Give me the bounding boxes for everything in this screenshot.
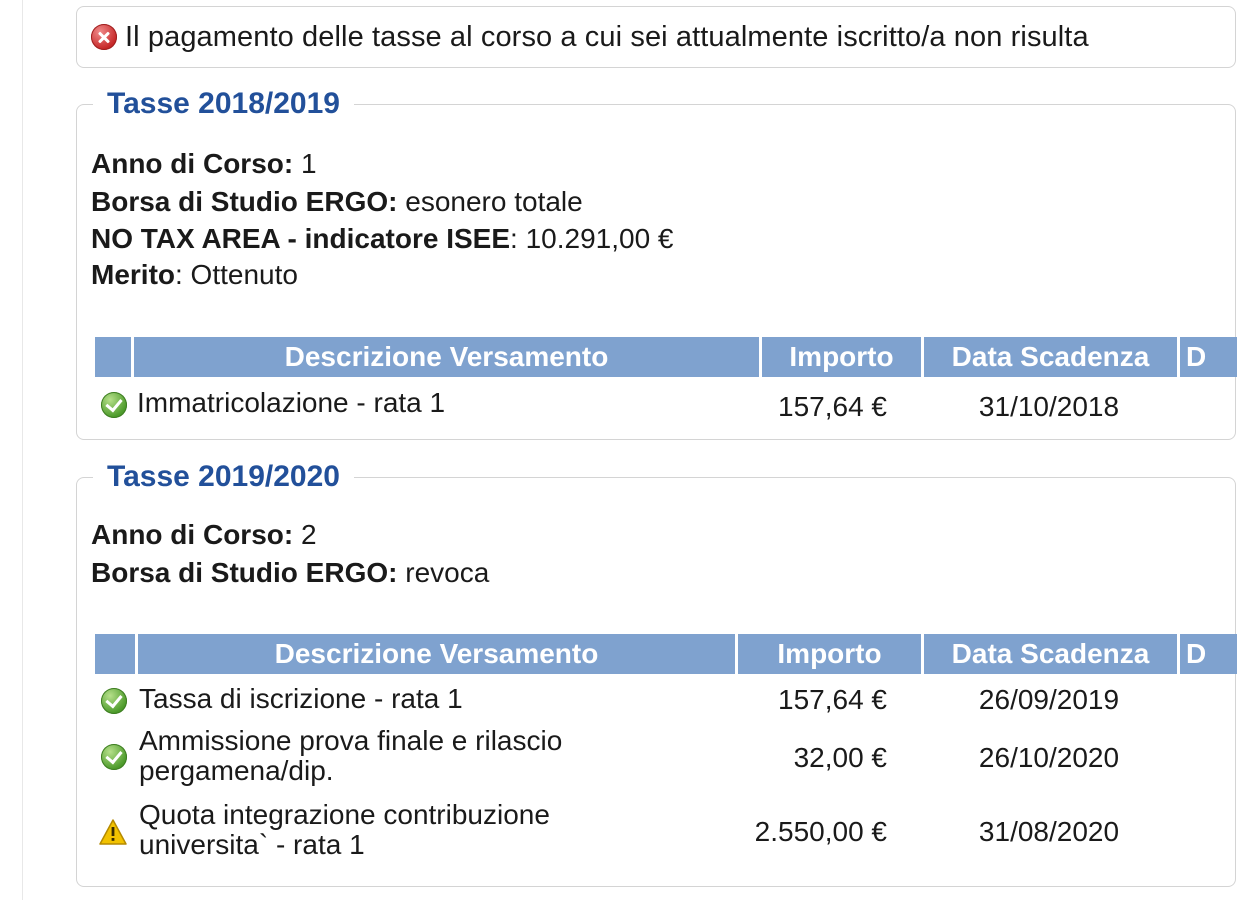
error-x-icon — [91, 24, 117, 50]
info-merit — [91, 258, 298, 292]
payment-due-date: 31/08/2020 — [978, 816, 1120, 847]
paid-check-icon — [101, 392, 127, 418]
info-label: Borsa di Studio ERGO: — [91, 186, 398, 217]
payment-amount: 32,00 € — [793, 742, 887, 773]
info-scholarship — [91, 556, 489, 590]
payment-amount: 2.550,00 € — [754, 816, 887, 847]
info-value: 2 — [293, 519, 317, 550]
header-amount: Importo — [735, 634, 921, 674]
info-isee — [91, 222, 674, 256]
header-amount: Importo — [759, 337, 921, 377]
info-label: Borsa di Studio ERGO: — [91, 557, 398, 588]
info-value: : 10.291,00 € — [510, 223, 674, 254]
table-row — [77, 385, 1237, 425]
info-label: NO TAX AREA - indicatore ISEE — [91, 223, 511, 254]
header-due-date: Data Scadenza — [921, 337, 1177, 377]
tax-section-2018-2019 — [76, 87, 1236, 440]
info-value: revoca — [397, 557, 490, 588]
payment-description: Ammissione prova finale e rilascio pergamena/dip. — [139, 725, 563, 786]
header-description: Descrizione Versamento — [135, 634, 735, 674]
paid-check-icon — [101, 688, 127, 714]
payment-description: Quota integrazione contribuzione universita` - rata 1 — [139, 799, 550, 860]
payment-due-date: 26/09/2019 — [978, 684, 1120, 715]
info-value: 1 — [293, 148, 317, 179]
info-course-year — [91, 147, 317, 181]
table-row — [77, 800, 1237, 866]
page-left-edge — [22, 0, 23, 900]
info-label: Anno di Corso: — [91, 519, 294, 550]
payment-description: Tassa di iscrizione - rata 1 — [139, 683, 463, 714]
section-title: Tasse 2019/2020 — [93, 458, 354, 496]
alert-message: Il pagamento delle tasse al corso a cui sei attualmente iscritto/a non risulta — [125, 21, 1089, 53]
info-scholarship — [91, 185, 583, 219]
payment-amount: 157,64 € — [778, 391, 887, 422]
table-row — [77, 726, 1237, 792]
header-extra-col: D — [1177, 337, 1237, 377]
section-title: Tasse 2018/2019 — [93, 85, 354, 123]
info-label: Anno di Corso: — [91, 148, 294, 179]
info-label: Merito — [91, 259, 175, 290]
header-status-col — [95, 337, 131, 377]
payment-amount: 157,64 € — [778, 684, 887, 715]
payment-due-date: 26/10/2020 — [978, 742, 1120, 773]
paid-check-icon — [101, 744, 127, 770]
info-course-year — [91, 518, 317, 552]
info-value: : Ottenuto — [175, 259, 298, 290]
header-status-col — [95, 634, 135, 674]
info-value: esonero totale — [397, 186, 583, 217]
tax-section-2019-2020 — [76, 460, 1236, 887]
warning-icon — [98, 818, 128, 846]
payment-due-date: 31/10/2018 — [978, 391, 1120, 422]
header-description: Descrizione Versamento — [131, 337, 759, 377]
payment-description: Immatricolazione - rata 1 — [137, 387, 446, 418]
payment-alert — [76, 6, 1236, 68]
table-row — [77, 680, 1237, 720]
header-extra-col: D — [1177, 634, 1237, 674]
header-due-date: Data Scadenza — [921, 634, 1177, 674]
